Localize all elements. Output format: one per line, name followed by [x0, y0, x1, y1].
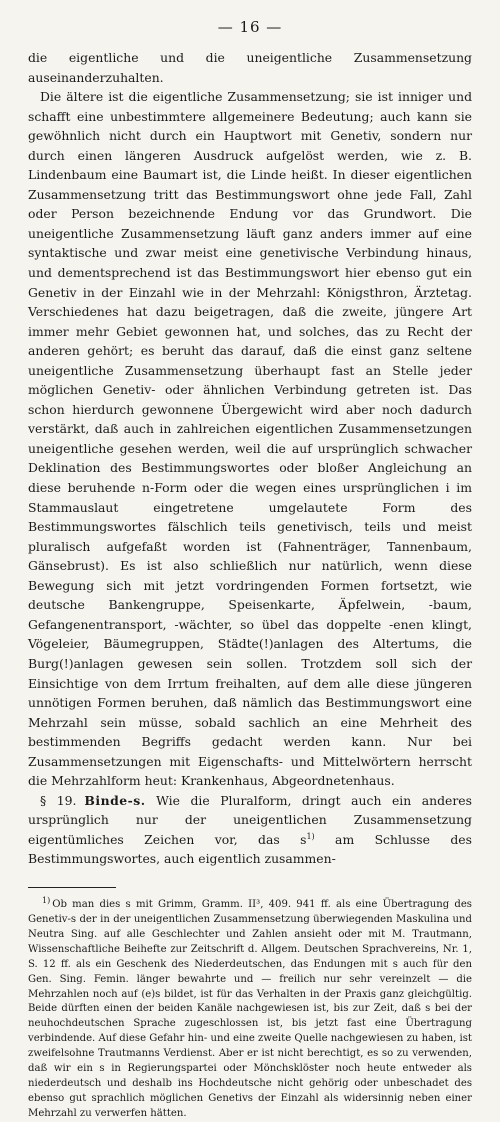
- section-19: [28, 791, 472, 869]
- footnote-reference: 1): [306, 831, 315, 841]
- main-text: [28, 48, 472, 869]
- footnote-mark: 1): [42, 895, 51, 905]
- section-keyword: Binde-s.: [84, 792, 146, 808]
- paragraph: Die ältere ist die eigentliche Zusammensetzung; sie ist inniger und schafft eine unbestimmtere allgemeinere Bedeutung; auch kann sie gewöhnlich nicht durch ein Hauptwort mit Genetiv, sondern nur durch einen längeren Ausdruck aufgelöst werden, wie z. B. Lindenbaum eine Baumart ist, die Linde heißt. In dieser eigentlichen Zusammensetzung tritt das Bestimmungswort ohne jede Fall, Zahl oder Person bezeichnende Endung vor das Grundwort. Die uneigentliche Zusammensetzung läuft ganz anders immer auf eine syntaktische und zwar meist eine genetivische Verbindung hinaus, und dementsprechend ist das Bestimmungswort hier ebenso gut ein Genetiv in der Einzahl wie in der Mehrzahl: Königsthron, Ärztetag. Verschiedenes hat dazu beigetragen, daß die zweite, jüngere Art immer mehr Gebiet gewonnen hat, und solches, das zu Recht der anderen gehört; es beruht das darauf, daß die einst ganz seltene uneigentliche Zusammensetzung überhaupt fast an Stelle jeder möglichen Genetiv- oder ähnlichen Verbindung getreten ist. Das schon hierdurch gewonnene Übergewicht wird aber noch dadurch verstärkt, daß auch in zahlreichen eigentlichen Zusammensetzungen uneigentliche gesehen werden, weil die auf ursprünglich schwacher Deklination des Bestimmungswortes oder bloßer Angleichung an diese beruhende n-Form oder die wegen eines ursprünglichen i im Stammauslaut eingetretene umgelautete Form des Bestimmungswortes fälschlich teils genetivisch, teils und meist pluralisch aufgefaßt worden ist (Fahnenträger, Tannenbaum, Gänsebrust). Es ist also schließlich nur natürlich, wenn diese Bewegung sich mit jetzt vordringenden Formen fortsetzt, wie deutsche Bankengruppe, Speisenkarte, Äpfelwein, -baum, Gefangenentransport, -wächter, so übel das doppelte -enen klingt, Vögeleier, Bäumegruppen, Städte(!)anlagen des Altertums, die Burg(!)anlagen gewesen sein sollen. Trotzdem soll sich der Einsichtige von dem Irrtum freihalten, auf dem alle diese jüngeren unnötigen Formen beruhen, daß nämlich das Bestimmungswort eine Mehrzahl sein müsse, sobald sachlich an eine Mehrheit des bestimmenden Begriffs gedacht werden kann. Nur bei Zusammensetzungen mit Eigenschafts- und Mittelwörtern herrscht die Mehrzahlform heut: Krankenhaus, Abgeordnetenhaus.: [28, 89, 472, 789]
- footnote: [28, 895, 472, 1122]
- page-number: — 16 —: [217, 18, 283, 36]
- section-number: § 19.: [40, 792, 77, 808]
- footnote-divider: [28, 887, 116, 888]
- section-text: Wie die Pluralform, dringt auch ein anderes ursprünglich nur der uneigentlichen Zusammensetzung eigentümliches Zeichen vor, das s: [28, 792, 472, 847]
- paragraph: die eigentliche und die uneigentliche Zusammensetzung auseinanderzuhalten.: [28, 50, 472, 85]
- footnote-text: Ob man dies s mit Grimm, Gramm. II³, 409. 941 ff. als eine Übertragung des Genetiv-s der in der uneigentlichen Zusammensetzung überwiegenden Maskulina und Neutra Sing. auf alle Geschlechter und Zahlen ansieht oder mit M. Trautmann, Wissenschaftliche Beihefte zur Zeitschrift d. Allgem. Deutschen Sprachvereins, Nr. 1, S. 12 ff. als ein Geschenk des Niederdeutschen, das Endungen mit s auch für den Gen. Sing. Femin. länger bewahrte und — freilich nur sehr vereinzelt — die Mehrzahlen noch auf (e)s bildet, ist für das Verhalten in der Praxis ganz gleichgültig. Beide dürften einen der beiden Kanäle nachgewiesen ist, bis zur Zeit, daß s bei der neuhochdeutschen Sprache zugeschlossen ist, bis jetzt fast eine Übertragung verbindende. Auf diese Gefahr hin- und eine zweite Quelle nachgewiesen zu haben, ist zweifelsohne Trautmanns Verdienst. Aber er ist nicht berechtigt, es so zu verwenden, daß wir ein s in Regierungspartei oder Mönchsklöster noch heute entweder als niederdeutsch und deshalb ins Hochdeutsche nicht gehörig oder unbeschadet des ebenso gut sprachlich möglichen Genetivs der Einzahl als widersinnig neben einer Mehrzahl zu verwerfen hätten.: [28, 899, 472, 1119]
- section-text-continued: am Schlusse des Bestimmungswortes, auch eigentlich zusammen-: [28, 831, 472, 867]
